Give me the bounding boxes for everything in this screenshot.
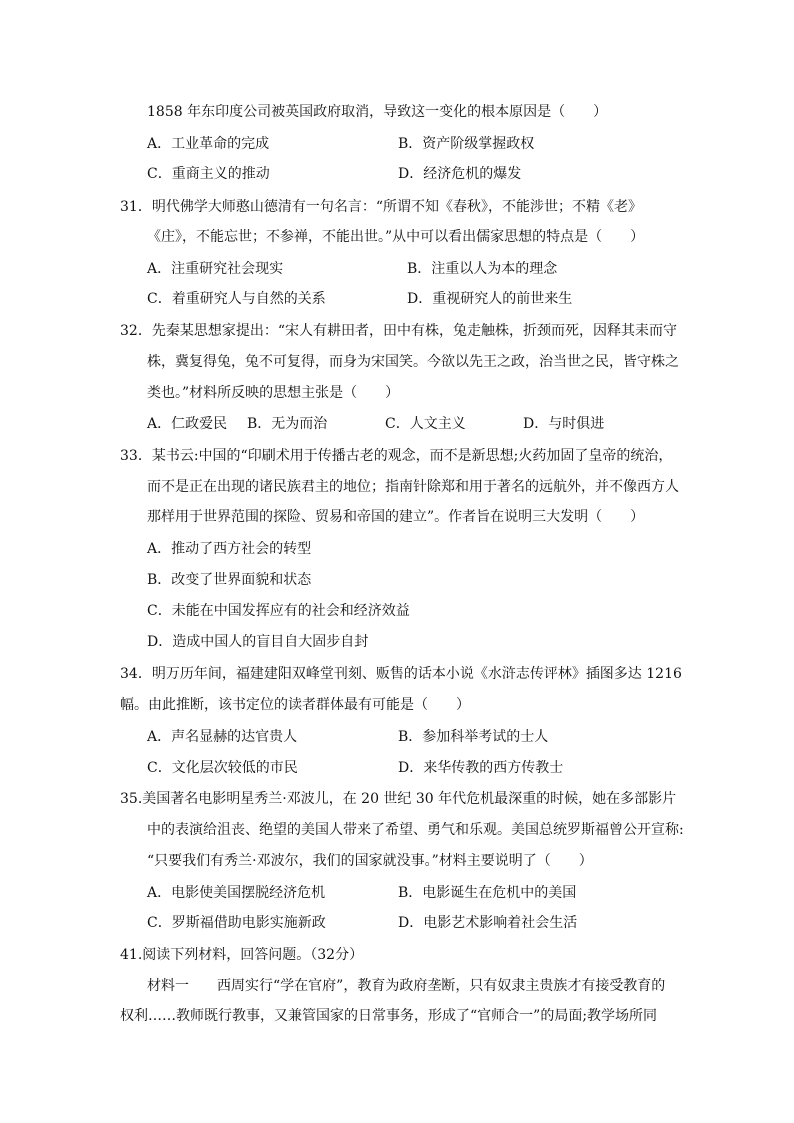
q32-option-c: C．人文主义 xyxy=(385,416,466,432)
q35-line-3: “只要我们有秀兰·邓波尔，我们的国家就没事。”材料主要说明了（ ） xyxy=(147,853,593,869)
q30-option-b: B．资产阶级掌握政权 xyxy=(398,136,535,152)
q30-stem: 1858 年东印度公司被英国政府取消，导致这一变化的根本原因是（ ） xyxy=(147,104,608,120)
q30-option-c: C．重商主义的推动 xyxy=(147,166,270,182)
q33-line-3: 那样用于世界范围的探险、贸易和帝国的建立”。作者旨在说明三大发明（ ） xyxy=(147,509,645,525)
q34-option-d: D．来华传教的西方传教士 xyxy=(398,760,564,776)
q41-line-1: 材料一 西周实行“学在官府”，教育为政府垄断，只有奴隶主贵族才有接受教育的 xyxy=(147,978,666,994)
q32-line-3: 类也。”材料所反映的思想主张是（ ） xyxy=(147,385,400,401)
q32-line-2: 株，冀复得兔，兔不可复得，而身为宋国笑。今欲以先王之政，治当世之民，皆守株之 xyxy=(147,354,679,370)
q35-option-a: A．电影使美国摆脱经济危机 xyxy=(147,885,326,901)
q35-option-b: B．电影诞生在危机中的美国 xyxy=(398,885,577,901)
q31-line-1: 31．明代佛学大师憨山德清有一句名言：“所谓不知《春秋》，不能涉世；不精《老》 xyxy=(120,199,642,215)
q34-option-a: A．声名显赫的达官贵人 xyxy=(147,729,298,745)
q32-option-d: D．与时俱进 xyxy=(523,416,605,432)
q33-option-d: D．造成中国人的盲目自大固步自封 xyxy=(147,634,369,650)
q33-option-b: B．改变了世界面貌和状态 xyxy=(147,572,312,588)
q33-option-a: A．推动了西方社会的转型 xyxy=(147,541,312,557)
q33-option-c: C．未能在中国发挥应有的社会和经济效益 xyxy=(147,603,410,619)
q31-option-a: A．注重研究社会现实 xyxy=(147,261,284,277)
q32-option-b: B．无为而治 xyxy=(247,416,328,432)
q31-option-b: B．注重以人为本的理念 xyxy=(407,261,558,277)
q35-line-2: 中的表演给沮丧、绝望的美国人带来了希望、勇气和乐观。美国总统罗斯福曾公开宣称: xyxy=(147,822,684,838)
q34-option-c: C．文化层次较低的市民 xyxy=(147,760,298,776)
q34-line-2: 幅。由此推断，该书定位的读者群体最有可能是（ ） xyxy=(120,697,470,713)
q31-option-c: C．着重研究人与自然的关系 xyxy=(147,291,326,307)
q41-title: 41.阅读下列材料，回答问题。（32分） xyxy=(120,947,364,963)
q35-option-d: D．电影艺术影响着社会生活 xyxy=(398,915,578,931)
q34-line-1: 34．明万历年间，福建建阳双峰堂刊刻、贩售的话本小说《水浒志传评林》插图多达 1216 xyxy=(120,666,682,682)
q35-option-c: C．罗斯福借助电影实施新政 xyxy=(147,915,326,931)
q30-option-d: D．经济危机的爆发 xyxy=(398,166,522,182)
q30-option-a: A．工业革命的完成 xyxy=(147,136,270,152)
q34-option-b: B．参加科举考试的士人 xyxy=(398,729,549,745)
q32-line-1: 32．先秦某思想家提出：“宋人有耕田者，田中有株，兔走触株，折颈而死，因释其耒而守 xyxy=(120,323,677,339)
q32-option-a: A．仁政爱民 xyxy=(147,416,228,432)
q31-line-2: 《庄》，不能忘世；不参禅，不能出世。”从中可以看出儒家思想的特点是（ ） xyxy=(147,229,645,245)
q31-option-d: D．重视研究人的前世来生 xyxy=(407,291,573,307)
q33-line-1: 33．某书云:中国的“印刷术用于传播古老的观念，而不是新思想;火药加固了皇帝的统治， xyxy=(120,448,673,464)
q41-line-2: 权利……教师既行教事，又兼管国家的日常事务，形成了“官师合一”的局面;教学场所同 xyxy=(120,1008,658,1024)
q35-line-1: 35.美国著名电影明星秀兰·邓波儿，在 20 世纪 30 年代危机最深重的时候，她在多部影片 xyxy=(120,791,677,807)
q33-line-2: 而不是正在出现的诸民族君主的地位；指南针除郑和用于著名的远航外，并不像西方人 xyxy=(147,479,679,495)
